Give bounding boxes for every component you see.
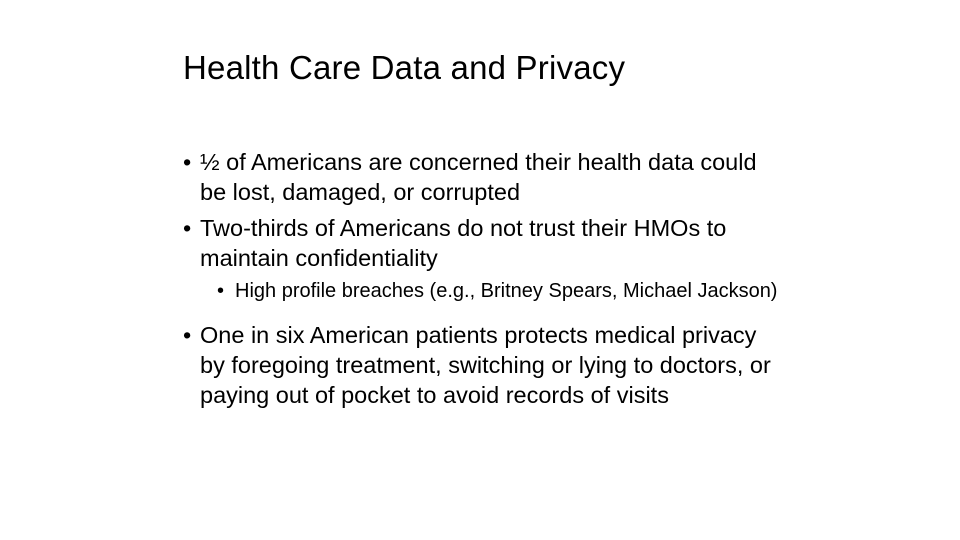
slide-title: Health Care Data and Privacy (183, 49, 626, 86)
bullet-item: • Two-thirds of Americans do not trust their HMOs to maintain confidentiality (183, 213, 783, 273)
sub-bullet-item: • High profile breaches (e.g., Britney Spears, Michael Jackson) (217, 279, 783, 304)
bullet-list (183, 147, 783, 416)
bullet-item: • One in six American patients protects medical privacy by foregoing treatment, switching or lying to doctors, or paying out of pocket to avoid records of visits (183, 320, 783, 410)
bullet-item: • ½ of Americans are concerned their health data could be lost, damaged, or corrupted (183, 147, 783, 207)
